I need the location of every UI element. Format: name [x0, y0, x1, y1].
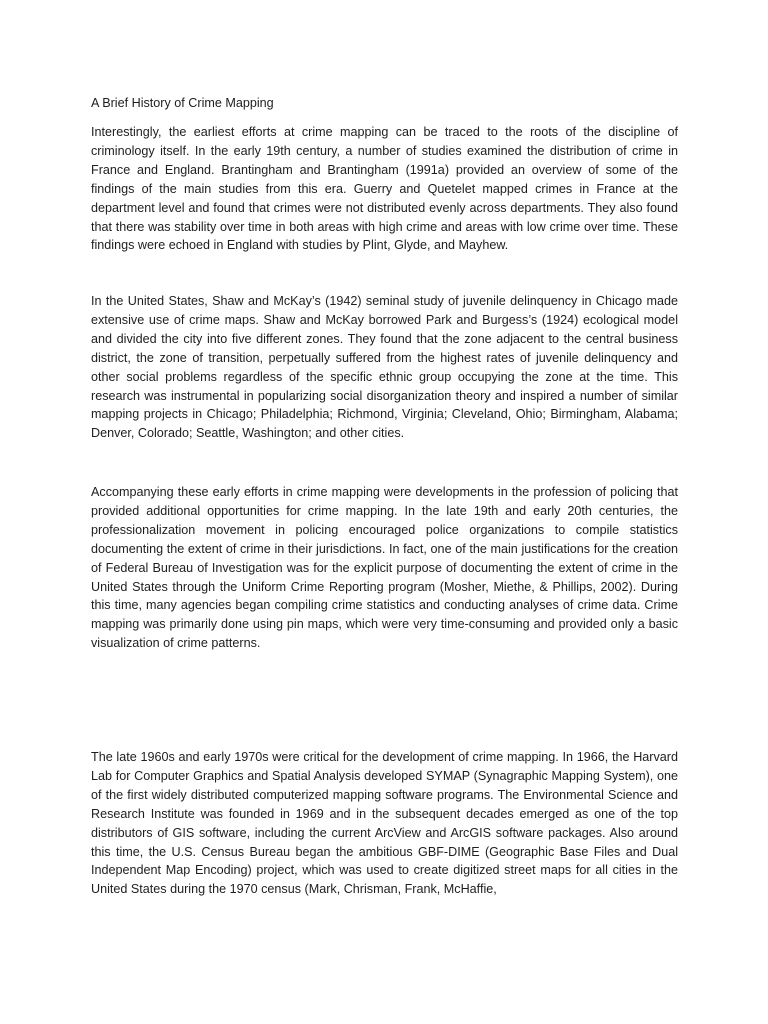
paragraph-early-criminology: Interestingly, the earliest efforts at crime mapping can be traced to the roots of the discipline of criminology itself. In the early 19th century, a number of studies examined the distribution of crime in France and England. Brantingham and Brantingham (1991a) provided an overview of some of the findings of the main studies from this era. Guerry and Quetelet mapped crimes in France at the department level and found that crimes were not distributed evenly across departments. They also found that there was stability over time in both areas with high crime and areas with low crime over time. These findings were echoed in England with studies by Plint, Glyde, and Mayhew.: [91, 125, 678, 253]
paragraph-computer-mapping: The late 1960s and early 1970s were critical for the development of crime mapping. In 1966, the Harvard Lab for Computer Graphics and Spatial Analysis developed SYMAP (Synagraphic Mapping System), one of the first widely distributed computerized mapping software programs. The Environmental Science and Research Institute was founded in 1969 and in the subsequent decades emerged as one of the top distributors of GIS software, including the current ArcView and ArcGIS software packages. Also around this time, the U.S. Census Bureau began the ambitious GBF-DIME (Geographic Base Files and Dual Independent Map Encoding) project, which was used to create digitized street maps for all cities in the United States during the 1970 census (Mark, Chrisman, Frank, McHaffie,: [91, 750, 678, 897]
document-title: A Brief History of Crime Mapping: [91, 96, 274, 110]
paragraph-policing: Accompanying these early efforts in crime mapping were developments in the profession of policing that provided additional opportunities for crime mapping. In the late 19th and early 20th centuries, the professionalization movement in policing encouraged police organizations to compile statistics documenting the extent of crime in their jurisdictions. In fact, one of the main justifications for the creation of Federal Bureau of Investigation was for the explicit purpose of documenting the extent of crime in the United States through the Uniform Crime Reporting program (Mosher, Miethe, & Phillips, 2002). During this time, many agencies began compiling crime statistics and conducting analyses of crime data. Crime mapping was primarily done using pin maps, which were very time-consuming and provided only a basic visualization of crime patterns.: [91, 485, 678, 651]
paragraph-shaw-mckay: In the United States, Shaw and McKay’s (1942) seminal study of juvenile delinquency in Chicago made extensive use of crime maps. Shaw and McKay borrowed Park and Burgess’s (1924) ecological model and divided the city into five different zones. They found that the zone adjacent to the central business district, the zone of transition, perpetually suffered from the highest rates of juvenile delinquency and other social problems regardless of the specific ethnic group occupying the zone at the time. This research was instrumental in popularizing social disorganization theory and inspired a number of similar mapping projects in Chicago; Philadelphia; Richmond, Virginia; Cleveland, Ohio; Birmingham, Alabama; Denver, Colorado; Seattle, Washington; and other cities.: [91, 294, 678, 441]
